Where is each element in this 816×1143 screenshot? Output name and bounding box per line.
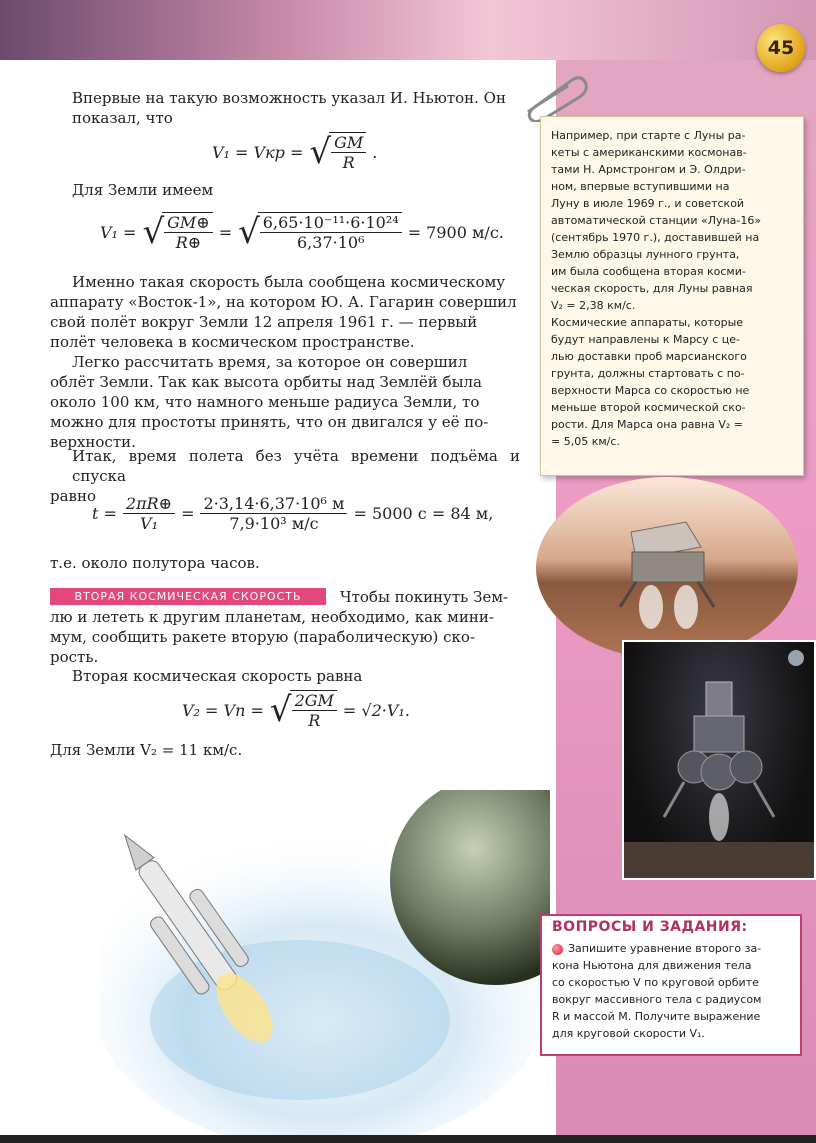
fraction (123, 494, 175, 533)
text-line: грунта, должны стартовать с по- (551, 367, 745, 380)
sidebar-text (551, 127, 793, 450)
text-line: Итак, время полета без учёта времени подъёма и спуска (72, 447, 520, 485)
paragraph-second-cosmic-intro: Вторая космическая скорость равна (72, 667, 363, 685)
text-line: верхности Марса со скоростью не (551, 384, 750, 397)
page-bottom-edge (0, 1135, 816, 1143)
text-line: Легко рассчитать время, за которое он совершил (72, 353, 468, 371)
page-number-badge: 45 (757, 24, 805, 72)
fraction (200, 494, 347, 533)
eq-num: 2GM (292, 691, 337, 711)
text-line: будут направлены к Марсу с це- (551, 333, 740, 346)
text-line: кона Ньютона для движения тела (552, 959, 752, 972)
text-line: R и массой M. Получите выражение (552, 1010, 761, 1023)
text-line: свой полёт вокруг Земли 12 апреля 1961 г. — первый (50, 313, 478, 331)
text-line: Космические аппараты, которые (551, 316, 744, 329)
text-line: кеты с американскими космонав- (551, 146, 747, 159)
text-line: им была сообщена вторая косми- (551, 265, 746, 278)
eq-equals: = (181, 504, 195, 523)
station-illustration (624, 642, 814, 878)
text-line: лю и лететь к другим планетам, необходимо, как мини- (50, 608, 494, 626)
text-line: рости. Для Марса она равна V₂ = (551, 418, 743, 431)
sqrt: √ $\frac{GM\oplus}{R\oplus}$ (142, 212, 212, 252)
eq-den: 6,37·10⁶ (297, 233, 365, 252)
text-line: можно для простоты принять, что он двигался у её по- (50, 413, 489, 431)
text-line: V₂ = 2,38 км/с. (551, 299, 636, 312)
mars-lander-photo (536, 477, 798, 659)
equation-flight-time (92, 494, 493, 533)
paragraph-for-earth: Для Земли имеем (72, 181, 214, 199)
text-line: Впервые на такую возможность указал И. Ньютон. Он (72, 89, 506, 107)
text-line: показал, что (72, 109, 173, 127)
eq-lhs: V₂ = Vп = (182, 700, 264, 720)
text-line: верхности. (50, 433, 136, 451)
eq-result: = 5000 с = 84 м, (353, 504, 494, 523)
eq-equals: = (218, 222, 233, 242)
eq-tail: = √2·V₁. (342, 700, 410, 720)
eq-den: R⊕ (175, 233, 202, 252)
paragraph-earth-v2: Для Земли V₂ = 11 км/с. (50, 741, 243, 759)
eq-result: = 7900 м/с. (407, 222, 504, 242)
equation-second-cosmic (182, 690, 410, 730)
eq-den: V₁ (140, 514, 158, 533)
eq-num: 2·3,14·6,37·10⁶ м (200, 494, 347, 514)
equation-earth-v1 (100, 212, 504, 252)
sidebar-note-moon-mars (540, 116, 804, 476)
eq-num: GM (331, 133, 366, 153)
eq-lhs: V₁ = (100, 222, 137, 242)
eq-tail: . (372, 142, 378, 162)
text-line: Например, при старте с Луны ра- (551, 129, 746, 142)
lander-illustration (536, 477, 798, 659)
paragraph-summary: т.е. около полутора часов. (50, 554, 260, 572)
text-line: Запишите уравнение второго за- (568, 942, 762, 955)
questions-text (552, 940, 792, 1042)
text-line: автоматической станции «Луна-16» (551, 214, 762, 227)
text-line: Землю образцы лунного грунта, (551, 248, 740, 261)
text-line: Чтобы покинуть Зем- (340, 588, 509, 606)
questions-title: ВОПРОСЫ И ЗАДАНИЯ: (552, 919, 748, 935)
equation-first-cosmic (212, 132, 377, 172)
text-line: для круговой скорости V₁. (552, 1027, 705, 1040)
eq-den: R (342, 153, 355, 172)
text-line: равно (50, 487, 97, 505)
text-line: лью доставки проб марсианского (551, 350, 747, 363)
text-line: тами Н. Армстронгом и Э. Олдри- (551, 163, 746, 176)
eq-num: 6,65·10⁻¹¹·6·10²⁴ (260, 213, 402, 233)
text-line: Именно такая скорость была сообщена космическому (72, 273, 506, 291)
text-line: Луну в июле 1969 г., и советской (551, 197, 745, 210)
section-label-second-cosmic: ВТОРАЯ КОСМИЧЕСКАЯ СКОРОСТЬ (50, 588, 326, 605)
paragraph-orbit-time (50, 352, 520, 452)
text-line: рость. (50, 648, 99, 666)
eq-num: 2πR⊕ (123, 494, 175, 514)
questions-box (540, 914, 802, 1056)
eq-num: GM⊕ (164, 213, 213, 233)
text-line: вокруг массивного тела с радиусом (552, 993, 762, 1006)
text-line: со скоростью V по круговой орбите (552, 976, 759, 989)
paragraph-intro (72, 88, 520, 128)
text-line: полёт человека в космическом пространстве. (50, 333, 415, 351)
eq-den: R (308, 711, 321, 730)
paragraph-second-cosmic (50, 587, 520, 667)
text-line: мум, сообщить ракете вторую (параболическую) ско- (50, 628, 476, 646)
text-line: около 100 км, что намного меньше радиуса Земли, то (50, 393, 480, 411)
paperclip-icon (520, 72, 590, 122)
text-line: = 5,05 км/с. (551, 435, 620, 448)
text-line: облёт Земли. Так как высота орбиты над Землёй была (50, 373, 482, 391)
eq-lhs: t = (92, 504, 117, 523)
eq-lhs: V₁ = Vкр = (212, 142, 304, 162)
text-line: меньше второй космической ско- (551, 401, 746, 414)
rocket-and-planet-illustration (100, 790, 550, 1143)
text-line: ческая скорость, для Луны равная (551, 282, 753, 295)
sqrt: √ $\frac{\text{6,65·10⁻¹¹·6·10²⁴}}{\text{6,37·10⁶}}$ (238, 212, 402, 252)
text-line: (сентябрь 1970 г.), доставившей на (551, 231, 760, 244)
lunar-station-photo (622, 640, 816, 880)
sqrt: √ $\frac{GM}{R}$ (309, 132, 366, 172)
text-line: аппарату «Восток-1», на котором Ю. А. Гагарин совершил (50, 293, 517, 311)
sqrt: √ $\frac{2GM}{R}$ (270, 690, 337, 730)
text-line: ном, впервые вступившими на (551, 180, 730, 193)
eq-den: 7,9·10³ м/с (229, 514, 319, 533)
paragraph-vostok (50, 272, 520, 352)
